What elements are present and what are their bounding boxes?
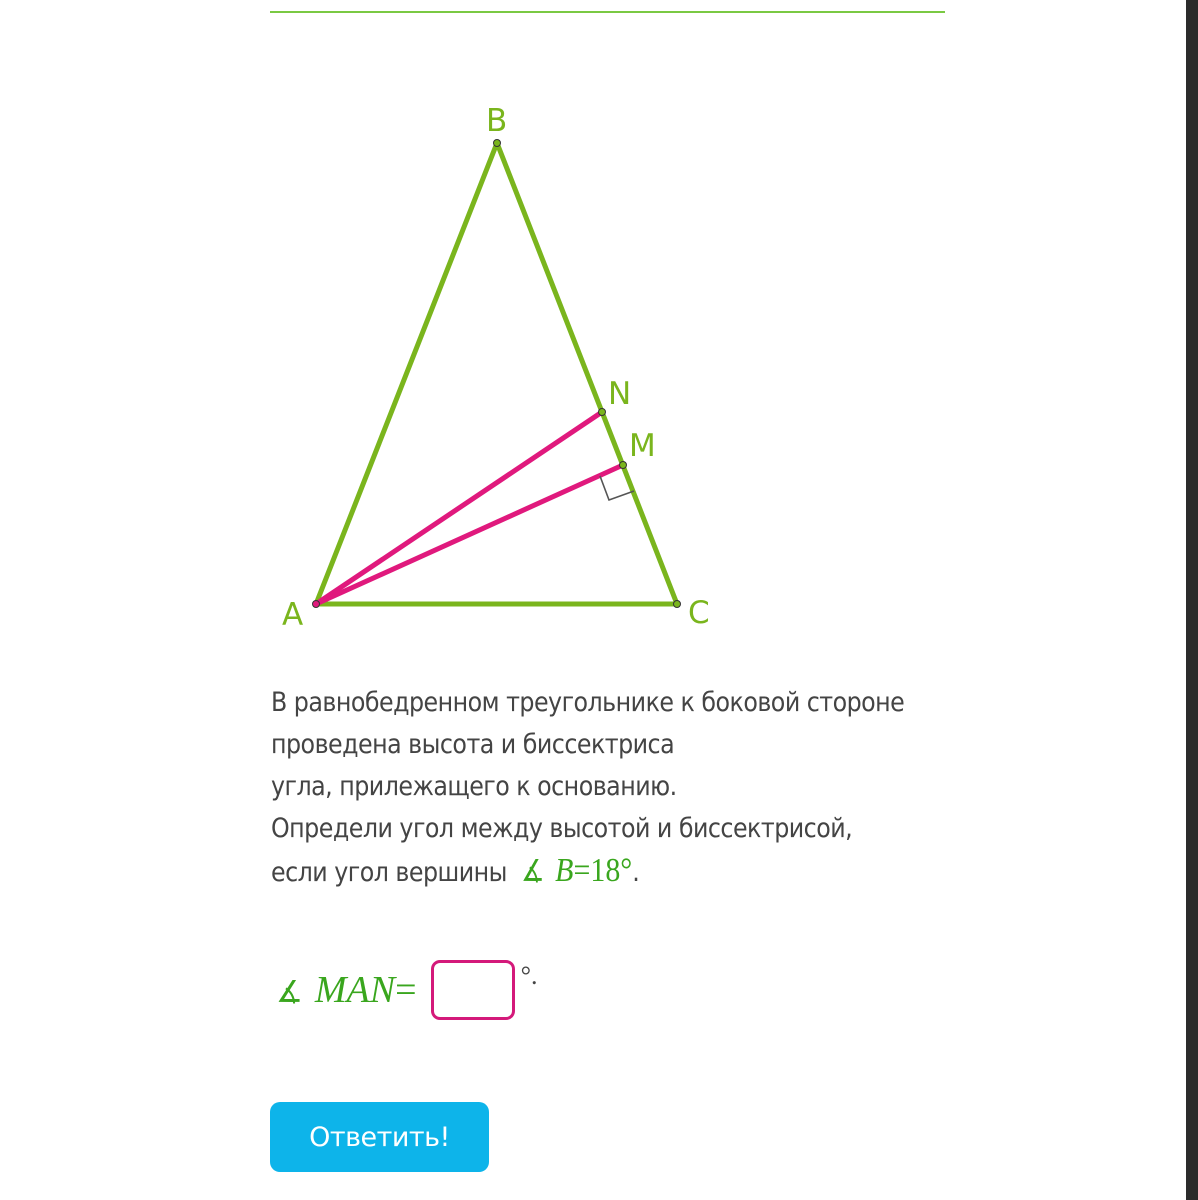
given-angle-value: 18° [590, 852, 633, 889]
problem-line: Определи угол между высотой и биссектрисой, [271, 813, 853, 844]
answer-angle-name: MAN [314, 969, 396, 1011]
given-angle-equals: = [573, 852, 591, 889]
angle-icon: ∡ [520, 855, 545, 888]
side-bc [497, 143, 677, 604]
problem-line-with-angle [271, 850, 905, 894]
label-m: M [629, 428, 656, 464]
triangle-abc [316, 143, 677, 604]
problem-statement [271, 682, 905, 894]
problem-end-punct: . [632, 857, 640, 888]
problem-line: В равнобедренном треугольнике к боковой стороне [271, 687, 905, 718]
given-angle-formula [521, 852, 632, 889]
point-m [620, 462, 627, 469]
problem-line-text: если угол вершины [271, 857, 507, 888]
angle-icon: ∡ [276, 976, 303, 1009]
answer-row [276, 955, 537, 1025]
problem-line: проведена высота и биссектриса [271, 729, 675, 760]
point-b [494, 140, 501, 147]
label-b: B [486, 103, 508, 139]
label-n: N [608, 376, 632, 412]
answer-input[interactable] [431, 960, 515, 1020]
submit-answer-button[interactable]: Ответить! [270, 1102, 489, 1172]
point-a [313, 601, 320, 608]
point-n [599, 409, 606, 416]
problem-line: угла, прилежащего к основанию. [271, 771, 677, 802]
label-a: A [282, 597, 304, 633]
screen-edge [1186, 0, 1198, 1200]
answer-formula [276, 968, 417, 1012]
label-c: C [688, 595, 710, 631]
given-angle-vertex: B [555, 852, 574, 889]
bisector-an [316, 412, 602, 604]
point-c [674, 601, 681, 608]
vertex-points [313, 140, 681, 608]
answer-equals: = [395, 969, 417, 1011]
degree-suffix: °. [520, 961, 538, 990]
